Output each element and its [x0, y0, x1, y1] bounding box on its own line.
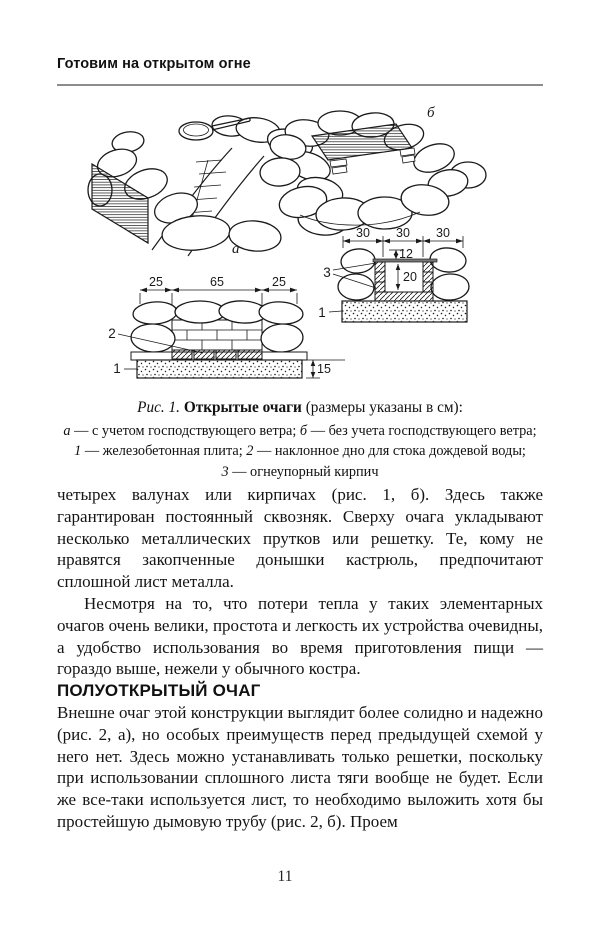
- running-header: Готовим на открытом огне: [57, 56, 251, 72]
- caption-text-b: — без учета господствующего ветра;: [310, 422, 537, 439]
- figure-part-label-b: б: [427, 105, 435, 121]
- caption-line-3: [40, 462, 560, 483]
- section-heading: ПОЛУОТКРЫТЫЙ ОЧАГ: [57, 681, 261, 701]
- figure-1-illustration: [0, 95, 600, 395]
- caption-key-b: б: [299, 422, 308, 439]
- page-number: 11: [277, 868, 293, 885]
- figure-caption-title: [40, 398, 560, 419]
- paragraph-3: Внешне очаг этой конструкции выглядит более солидно и надежно (рис. 2, а), но особых преимуществ перед предыдущей схемой у него нет. Здесь можно устанавливать только решетки, поскольку при использовании сплошного листа тяги вообще не будет. Если же все-таки используется лист, то необходимо выложить хотя бы простейшую дымовую трубу (рис. 2, б). Проем: [57, 702, 543, 831]
- dim-65: 65: [210, 275, 224, 289]
- figure-title: Открытые очаги: [183, 399, 302, 416]
- dim-25-left: 25: [149, 275, 163, 289]
- callout-2: 2: [108, 326, 116, 341]
- caption-text-a: — с учетом господствующего ветра;: [74, 422, 297, 439]
- dim-30-left: 30: [356, 226, 370, 240]
- cross-section-left: [108, 275, 345, 378]
- caption-text-2: — наклонное дно для стока дождевой воды;: [257, 443, 526, 459]
- figure-title-note: (размеры указаны в см):: [305, 399, 463, 416]
- figure-number: Рис. 1.: [137, 399, 180, 416]
- body-text-column: [57, 484, 543, 833]
- caption-key-2: 2: [246, 443, 254, 459]
- dim-20: 20: [403, 270, 417, 284]
- paragraph-1: четырех валунах или кирпичах (рис. 1, б). Здесь также гарантирован постоянный сквозняк. Сверху очага укладывают несколько металлических прутков или решетку. Те, кому не нравятся закопченные донышки кастрюль, предпочитают сплошной лист металла.: [57, 485, 543, 592]
- caption-line-2: [40, 441, 560, 462]
- callout-1-right-drawing: 1: [318, 305, 326, 320]
- paragraph-2: Несмотря на то, что потери тепла у таких элементарных очагов очень велики, простота и легкость их устройства очевидны, а удобство использования во время приготовления пищи — гораздо выше, нежели у обычного костра.: [57, 593, 543, 679]
- dim-30-middle: 30: [396, 226, 410, 240]
- cross-section-right: [318, 226, 469, 322]
- figure-caption: [40, 398, 560, 482]
- header-divider: [57, 84, 543, 86]
- callout-1-left-drawing: 1: [113, 361, 121, 376]
- drawing-b-hearth: [259, 105, 486, 231]
- dim-30-right: 30: [436, 226, 450, 240]
- dim-25-right: 25: [272, 275, 286, 289]
- caption-text-1: — железобетонная плита;: [84, 443, 243, 459]
- caption-key-1: 1: [74, 443, 82, 459]
- caption-key-3: 3: [221, 463, 229, 480]
- figure-part-label-a: а: [232, 241, 240, 257]
- dim-15: 15: [317, 362, 331, 376]
- dim-12: 12: [399, 247, 413, 261]
- caption-key-a: а: [63, 422, 71, 439]
- callout-3: 3: [323, 265, 331, 280]
- caption-line-1: [40, 421, 560, 442]
- caption-text-3: — огнеупорный кирпич: [232, 463, 379, 480]
